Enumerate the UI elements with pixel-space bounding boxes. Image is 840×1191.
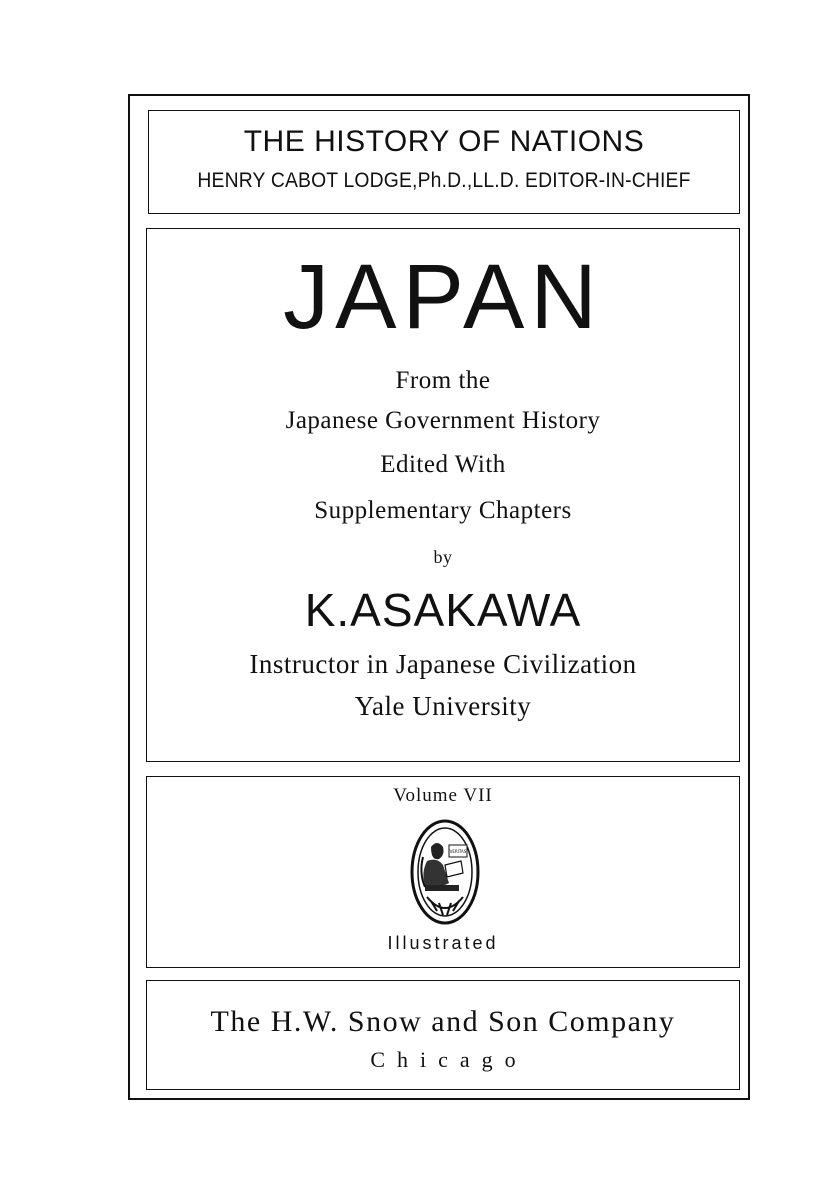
seal-motto: VERITAS <box>449 849 467 854</box>
volume-panel <box>146 776 740 968</box>
subtitle-line-3: Edited With <box>380 451 506 478</box>
publisher-seal-icon <box>409 817 481 927</box>
book-title: JAPAN <box>283 246 603 348</box>
publisher-panel <box>146 980 740 1090</box>
main-title-panel <box>146 228 740 762</box>
publisher-name: The H.W. Snow and Son Company <box>210 1005 676 1038</box>
publisher-city: Chicago <box>370 1047 528 1072</box>
series-panel <box>148 110 740 214</box>
title-page-frame <box>128 94 750 1100</box>
author-affiliation-1: Instructor in Japanese Civilization <box>249 649 637 679</box>
by-line: by <box>433 547 453 567</box>
author-affiliation-2: Yale University <box>354 691 532 721</box>
series-editor: HENRY CABOT LODGE,Ph.D.,LL.D. EDITOR-IN-CHIEF <box>197 169 691 192</box>
subtitle-line-4: Supplementary Chapters <box>314 497 572 524</box>
volume-label: Volume VII <box>393 785 493 806</box>
author-name: K.ASAKAWA <box>304 584 582 636</box>
subtitle-line-1: From the <box>395 367 491 394</box>
illustrated-label: Illustrated <box>387 933 499 953</box>
subtitle-line-2: Japanese Government History <box>285 407 601 434</box>
series-title: THE HISTORY OF NATIONS <box>243 125 645 158</box>
